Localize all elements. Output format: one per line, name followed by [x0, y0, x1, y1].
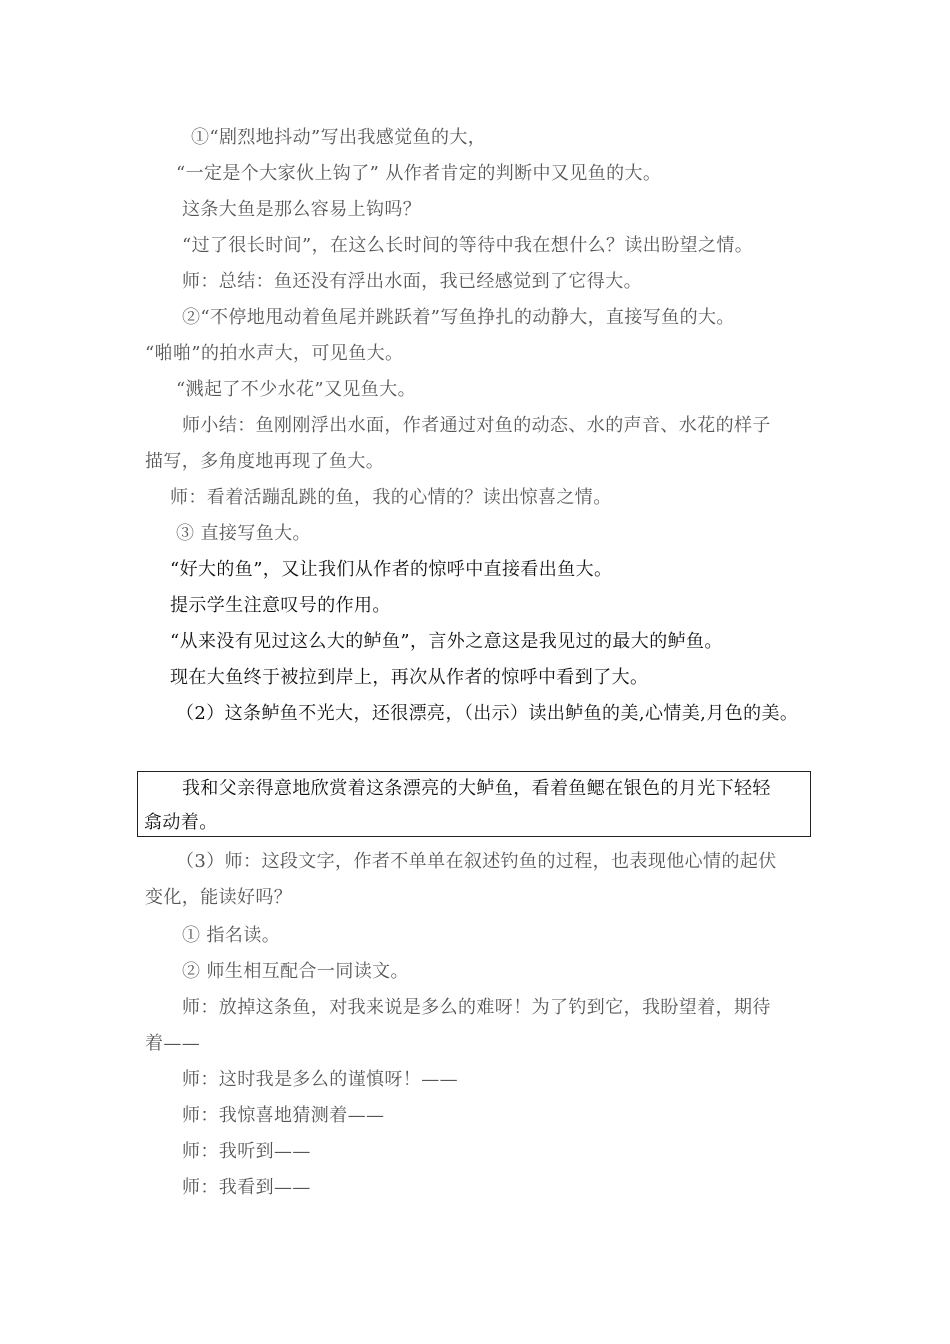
- text-line: ②“不停地甩动着鱼尾并跳跃着”写鱼挣扎的动静大，直接写鱼的大。: [182, 307, 735, 328]
- text-line: 这条大鱼是那么容易上钩吗？: [182, 199, 422, 220]
- text-line: （3）师：这段文字，作者不单单在叙述钓鱼的过程，也表现他心情的起伏: [176, 851, 777, 872]
- text-line: 师：看着活蹦乱跳的鱼，我的心情的？读出惊喜之情。: [170, 487, 612, 508]
- text-line: 现在大鱼终于被拉到岸上，再次从作者的惊呼中看到了大。: [170, 667, 649, 688]
- text-line: （2）这条鲈鱼不光大，还很漂亮，（出示）读出鲈鱼的美,心情美,月色的美。: [176, 703, 799, 724]
- quoted-passage-box: [137, 771, 811, 837]
- text-line: 师：这时我是多么的谨慎呀！——: [182, 1069, 458, 1090]
- text-line: 师：放掉这条鱼，对我来说是多么的难呀！为了钓到它，我盼望着，期待: [182, 997, 771, 1018]
- text-line: ③ 直接写鱼大。: [176, 523, 311, 544]
- text-line: 师小结：鱼刚刚浮出水面，作者通过对鱼的动态、水的声音、水花的样子: [182, 415, 771, 436]
- quoted-passage-line: 我和父亲得意地欣赏着这条漂亮的大鲈鱼，看着鱼鳃在银色的月光下轻轻: [182, 778, 771, 799]
- text-line: “好大的鱼”，又让我们从作者的惊呼中直接看出鱼大。: [170, 559, 613, 580]
- text-line: 师：我惊喜地猜测着——: [182, 1105, 385, 1126]
- text-line: ① 指名读。: [182, 925, 281, 946]
- quoted-passage-line: 翕动着。: [144, 812, 218, 833]
- text-line: 变化，能读好吗？: [145, 887, 293, 908]
- text-line: 着——: [145, 1033, 201, 1054]
- text-line: 师：我看到——: [182, 1177, 311, 1198]
- text-line: “溅起了不少水花”又见鱼大。: [176, 379, 417, 400]
- text-line: ①“剧烈地抖动”写出我感觉鱼的大，: [191, 127, 487, 148]
- text-line: “从来没有见过这么大的鲈鱼”，言外之意这是我见过的最大的鲈鱼。: [170, 631, 723, 652]
- text-line: 师：总结：鱼还没有浮出水面，我已经感觉到了它得大。: [182, 271, 642, 292]
- text-line: ② 师生相互配合一同读文。: [182, 961, 409, 982]
- text-line: 描写，多角度地再现了鱼大。: [145, 451, 385, 472]
- text-line: “啪啪”的拍水声大，可见鱼大。: [145, 343, 404, 364]
- text-line: “一定是个大家伙上钩了” 从作者肯定的判断中又见鱼的大。: [176, 163, 662, 184]
- text-line: 师：我听到——: [182, 1141, 311, 1162]
- text-line: 提示学生注意叹号的作用。: [170, 595, 391, 616]
- text-line: “过了很长时间”，在这么长时间的等待中我在想什么？读出盼望之情。: [182, 235, 754, 256]
